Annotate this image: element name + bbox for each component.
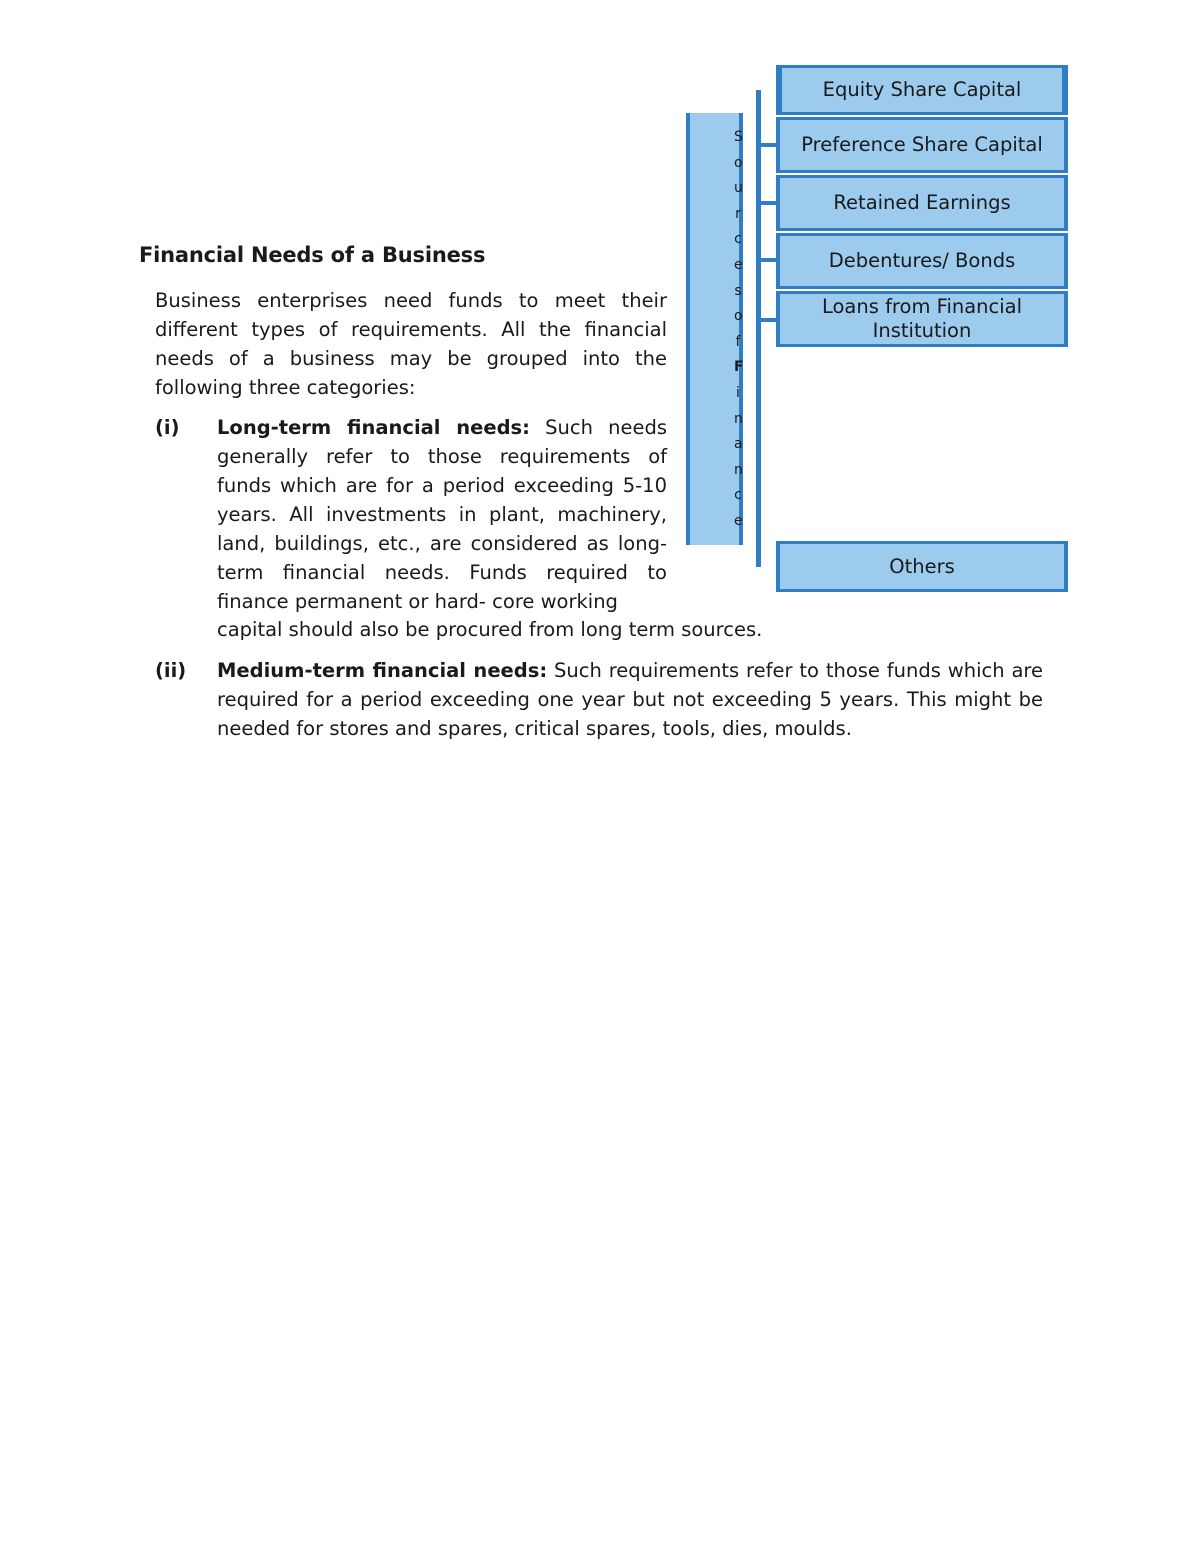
diagram-node-label: Preference Share Capital <box>801 133 1043 156</box>
root-letter: S <box>734 129 743 145</box>
list-item-body <box>217 413 667 616</box>
diagram-node-loans-from-financial-institution <box>776 291 1068 347</box>
list-marker: (ii) <box>155 659 187 682</box>
root-letter: c <box>734 487 742 504</box>
diagram-node-debentures-bonds <box>776 233 1068 289</box>
list-item-body <box>217 656 1043 743</box>
root-letter: e <box>734 256 743 273</box>
diagram-node-label: Loans from Financial Institution <box>821 295 1023 342</box>
diagram-node-retained-earnings <box>776 175 1068 231</box>
root-letter: n <box>734 461 743 478</box>
intro-paragraph: Business enterprises need funds to meet their different types of requirements. All the financial needs of a business may be grouped into the following three categories: <box>155 289 667 399</box>
diagram-node-others <box>776 541 1068 592</box>
diagram-node-label: Equity Share Capital <box>822 78 1022 101</box>
root-letter: r <box>735 205 741 222</box>
diagram-node-label: Retained Earnings <box>833 191 1011 214</box>
diagram-node-label: Debentures/ Bonds <box>828 249 1016 272</box>
diagram-root-label <box>734 125 744 535</box>
root-letter: s <box>734 282 742 299</box>
diagram-node-preference-share-capital <box>776 117 1068 173</box>
diagram-root-box <box>686 113 743 545</box>
list-item-term: Long-term financial needs: <box>217 416 530 439</box>
diagram-node-label: Others <box>889 554 955 578</box>
diagram-node-equity-share-capital <box>776 65 1068 115</box>
list-item-text-continued: capital should also be procured from long term sources. <box>217 618 763 641</box>
root-letter: F <box>734 359 744 376</box>
root-letter: i <box>736 384 740 401</box>
root-letter: f <box>735 333 741 350</box>
root-letter: o <box>734 308 743 325</box>
root-letter: n <box>734 410 743 427</box>
root-letter: u <box>734 180 743 197</box>
root-letter: c <box>734 231 742 248</box>
root-letter: a <box>734 436 743 453</box>
root-letter: e <box>734 512 743 529</box>
section-heading: Financial Needs of a Business <box>139 243 486 267</box>
list-marker: (i) <box>155 416 180 439</box>
diagram-connector-spine <box>756 90 761 567</box>
list-item-term: Medium-term financial needs: <box>217 659 548 682</box>
list-item-text: Such needs generally refer to those requirements of funds which are for a period exceeding 5-10 years. All investments in plant, machinery, land, buildings, etc., are considered as long-term financial needs. Funds required to finance permanent or hard- core working <box>217 416 667 613</box>
list-item-text: Such requirements refer to those funds which are required for a period exceeding one year but not exceeding 5 years. This might be needed for stores and spares, critical spares, tools, dies, moulds. <box>217 659 1043 740</box>
root-letter: o <box>734 154 743 171</box>
